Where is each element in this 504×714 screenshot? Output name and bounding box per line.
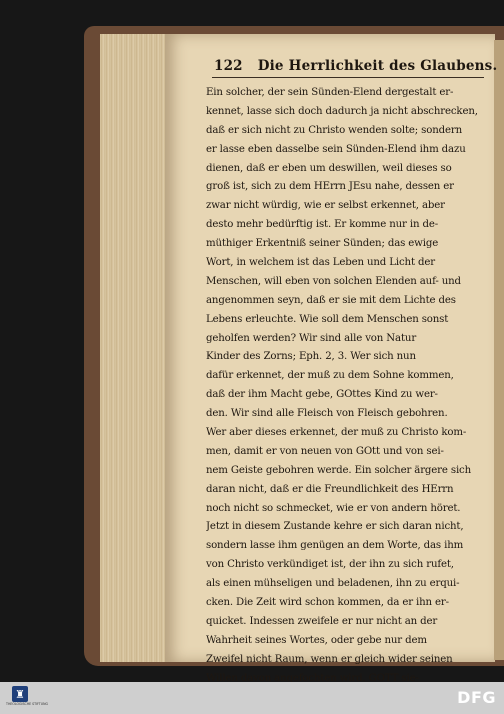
text-line: den. Wir sind alle Fleisch von Fleisch gebohren. [206, 408, 448, 420]
institution-logo-caption: THEOLOGISCHE STIFTUNG [6, 702, 48, 706]
institution-logo[interactable] [6, 686, 48, 712]
text-line: daß er sich nicht zu Christo wenden solte; sondern [206, 124, 463, 136]
text-line: Wort, in welchem ist das Leben und Licht der [206, 257, 435, 269]
text-line: groß ist, sich zu dem HErrn JEsu nahe, dessen er [206, 181, 454, 193]
text-line: dienen, daß er eben um deswillen, weil dieses so [206, 162, 452, 174]
text-line: müthiger Erkentniß seiner Sünden; das ewige [206, 238, 439, 250]
text-line: daß der ihm Macht gebe, GOttes Kind zu wer- [206, 389, 438, 401]
text-line: Willen davon angefochten wird. GOTT sie- [206, 672, 419, 682]
text-line: cken. Die Zeit wird schon kommen, da er ihn er- [206, 597, 449, 609]
text-line: Wahrheit seines Wortes, oder gebe nur dem [206, 634, 427, 646]
dfg-logo[interactable]: DFG [457, 688, 496, 707]
text-line: noch nicht so schmecket, wie er von andern höret. [206, 502, 461, 514]
running-head-title: Die Herrlichkeit des Glaubens. [257, 58, 498, 74]
text-line: sondern lasse ihm genügen an dem Worte, das ihm [206, 540, 464, 552]
facing-page-edge [494, 40, 504, 660]
text-line: dafür erkennet, der muß zu dem Sohne kommen, [206, 370, 454, 382]
viewer-footer-bar [0, 682, 504, 714]
text-line: als einen mühseligen und beladenen, ihn zu erqui- [206, 578, 460, 590]
running-header [214, 58, 498, 74]
text-line: desto mehr bedürftig ist. Er komme nur in de- [206, 219, 439, 231]
text-line: Ein solcher, der sein Sünden-Elend dergestalt er- [206, 87, 454, 98]
text-line: daran nicht, daß er die Freundlichkeit des HErrn [206, 483, 454, 495]
text-line: geholfen werden? Wir sind alle von Natur [206, 332, 417, 344]
text-line: Wer aber dieses erkennet, der muß zu Christo kom- [206, 427, 467, 439]
page-number: 122 [214, 58, 243, 74]
text-line: Kinder des Zorns; Eph. 2, 3. Wer sich nun [206, 351, 416, 363]
page-edges [100, 34, 170, 662]
text-line: kennet, lasse sich doch dadurch ja nicht abschrecken, [206, 105, 478, 117]
text-line: zwar nicht würdig, wie er selbst erkennet, aber [206, 200, 445, 212]
text-line: von Christo verkündiget ist, der ihn zu sich rufet, [206, 559, 454, 571]
body-text [206, 84, 490, 682]
text-line: er lasse eben dasselbe sein Sünden-Elend ihm dazu [206, 143, 466, 155]
text-line: Jetzt in diesem Zustande kehre er sich daran nicht, [206, 521, 464, 533]
text-line: nem Geiste gebohren werde. Ein solcher ärgere sich [206, 464, 472, 476]
text-line: Lebens erleuchte. Wie soll dem Menschen sonst [206, 313, 449, 325]
text-line: men, damit er von neuen von GOtt und von sei- [206, 445, 444, 457]
text-line: Menschen, will eben von solchen Elenden auf- und [206, 275, 461, 287]
text-line: Zweifel nicht Raum, wenn er gleich wider seinen [206, 653, 453, 665]
text-line: angenommen seyn, daß er sie mit dem Lichte des [206, 294, 456, 306]
text-line: quicket. Indessen zweifele er nur nicht an der [206, 615, 438, 627]
header-rule [212, 77, 484, 78]
institution-logo-icon: ♜ [12, 686, 28, 702]
